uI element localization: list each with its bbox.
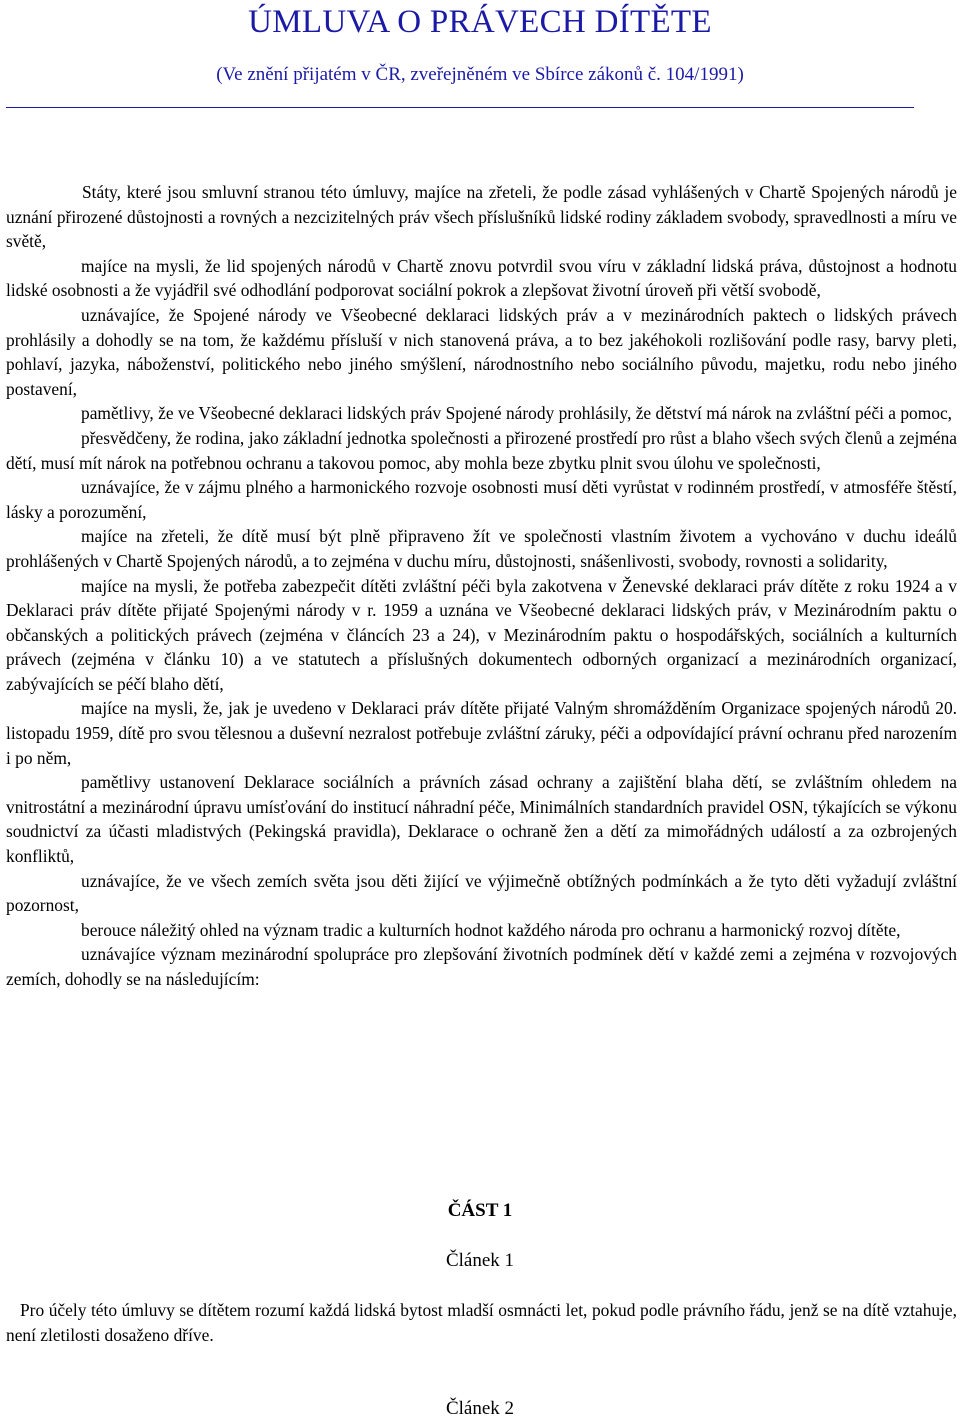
preamble-paragraph: Státy, které jsou smluvní stranou této úmluvy, majíce na zřeteli, že podle zásad vyhlášených v Chartě Spojených národů je uznání přirozené důstojnosti a rovných a nezcizitelných práv všech příslušníků lidské rodiny základem svobody, spravedlnosti a míru ve světě, [6, 182, 957, 252]
preamble-paragraph: pamětlivy ustanovení Deklarace sociálních a právních zásad ochrany a zajištění blaha dětí, se zvláštním ohledem na vnitrostátní a mezinárodní úpravu umísťování do institucí náhradní péče, Minimálních standardních pravidel OSN, týkajících se výkonu soudnictví za účasti mladistvých (Pekingská pravidla), Deklarace o ochraně žen a dětí za mimořádných událostí a za ozbrojených konfliktů, [6, 772, 957, 867]
preamble-paragraph: berouce náležitý ohled na význam tradic a kulturních hodnot každého národa pro ochranu a harmonický rozvoj dítěte, [81, 919, 901, 940]
preamble [6, 180, 957, 992]
article-1-heading: Článek 1 [445, 1250, 515, 1271]
preamble-paragraph: pamětlivy, že ve Všeobecné deklaraci lidských práv Spojené národy prohlásily, že dětství má nárok na zvláštní péči a pomoc, [81, 403, 953, 424]
preamble-paragraph: majíce na mysli, že potřeba zabezpečit dítěti zvláštní péči byla zakotvena v Ženevské deklaraci práv dítěte z roku 1924 a v Deklaraci práv dítěte přijaté Spojenými národy v r. 1959 a uznána ve Všeobecné deklaraci lidských práv, v Mezinárodním paktu o občanských a politických právech (zejména v článcích 23 a 24), v Mezinárodním paktu o hospodářských, sociálních a kulturních právech (zejména v článku 10) a ve statutech a příslušných dokumentech odborných organizací a mezinárodních organizací, zabývajících se péčí blaho dětí, [6, 575, 957, 694]
header-divider [6, 107, 914, 108]
preamble-paragraph: uznávajíce, že v zájmu plného a harmonického rozvoje osobnosti musí děti vyrůstat v rodinném prostředí, v atmosféře štěstí, lásky a porozumění, [6, 477, 957, 522]
article-1-paragraph: Pro účely této úmluvy se dítětem rozumí každá lidská bytost mladší osmnácti let, pokud podle právního řádu, jenž se na dítě vztahuje, není zletilosti dosaženo dříve. [6, 1300, 957, 1345]
preamble-paragraph: majíce na zřeteli, že dítě musí být plně připraveno žít ve společnosti vlastním životem a vychováno v duchu ideálů prohlášených v Chartě Spojených národů, a to zejména v duchu míru, důstojnosti, snášenlivosti, svobody, rovnosti a solidarity, [6, 526, 957, 571]
article-1-text [6, 1298, 957, 1347]
preamble-paragraph: majíce na mysli, že, jak je uvedeno v Deklaraci práv dítěte přijaté Valným shromážděním Organizace spojených národů 20. listopadu 1959, dítě pro svou tělesnou a duševní nezralost potřebuje zvláštní záruky, péči a odpovídající právní ochranu před narozením i po něm, [6, 698, 957, 768]
document-title: ÚMLUVA O PRÁVECH DÍTĚTE [248, 4, 712, 40]
preamble-paragraph: přesvědčeny, že rodina, jako základní jednotka společnosti a přirozené prostředí pro růst a blaho všech svých členů a zejména dětí, musí mít nárok na potřebnou ochranu a takovou pomoc, aby mohla beze zbytku plnit svou úlohu ve společnosti, [6, 427, 957, 473]
preamble-paragraph: uznávajíce význam mezinárodní spolupráce pro zlepšování životních podmínek dětí v každé zemi a zejména v rozvojových zemích, dohodly se na následujícím: [6, 944, 957, 989]
document-subtitle: (Ve znění přijatém v ČR, zveřejněném ve Sbírce zákonů č. 104/1991) [216, 64, 744, 85]
article-2-heading: Článek 2 [445, 1398, 515, 1419]
preamble-paragraph: uznávajíce, že ve všech zemích světa jsou děti žijící ve výjimečně obtížných podmínkách a že tyto děti vyžadují zvláštní pozornost, [6, 870, 957, 916]
part-heading: ČÁST 1 [447, 1200, 513, 1221]
preamble-paragraph: uznávajíce, že Spojené národy ve Všeobecné deklaraci lidských práv a v mezinárodních paktech o lidských právech prohlásily a dohodly se na tom, že každému přísluší v nich stanovená práva, a to bez jakéhokoli rozlišování podle rasy, barvy pleti, pohlaví, jazyka, náboženství, politického nebo jiného smýšlení, národnostního nebo sociálního původu, majetku, rodu nebo jiného postavení, [6, 304, 957, 399]
preamble-paragraph: majíce na mysli, že lid spojených národů v Chartě znovu potvrdil svou víru v základní lidská práva, důstojnost a hodnotu lidské osobnosti a že vyjádřil své odhodlání podporovat sociální pokrok a zlepšovat životní úroveň při větší svobodě, [6, 255, 957, 301]
